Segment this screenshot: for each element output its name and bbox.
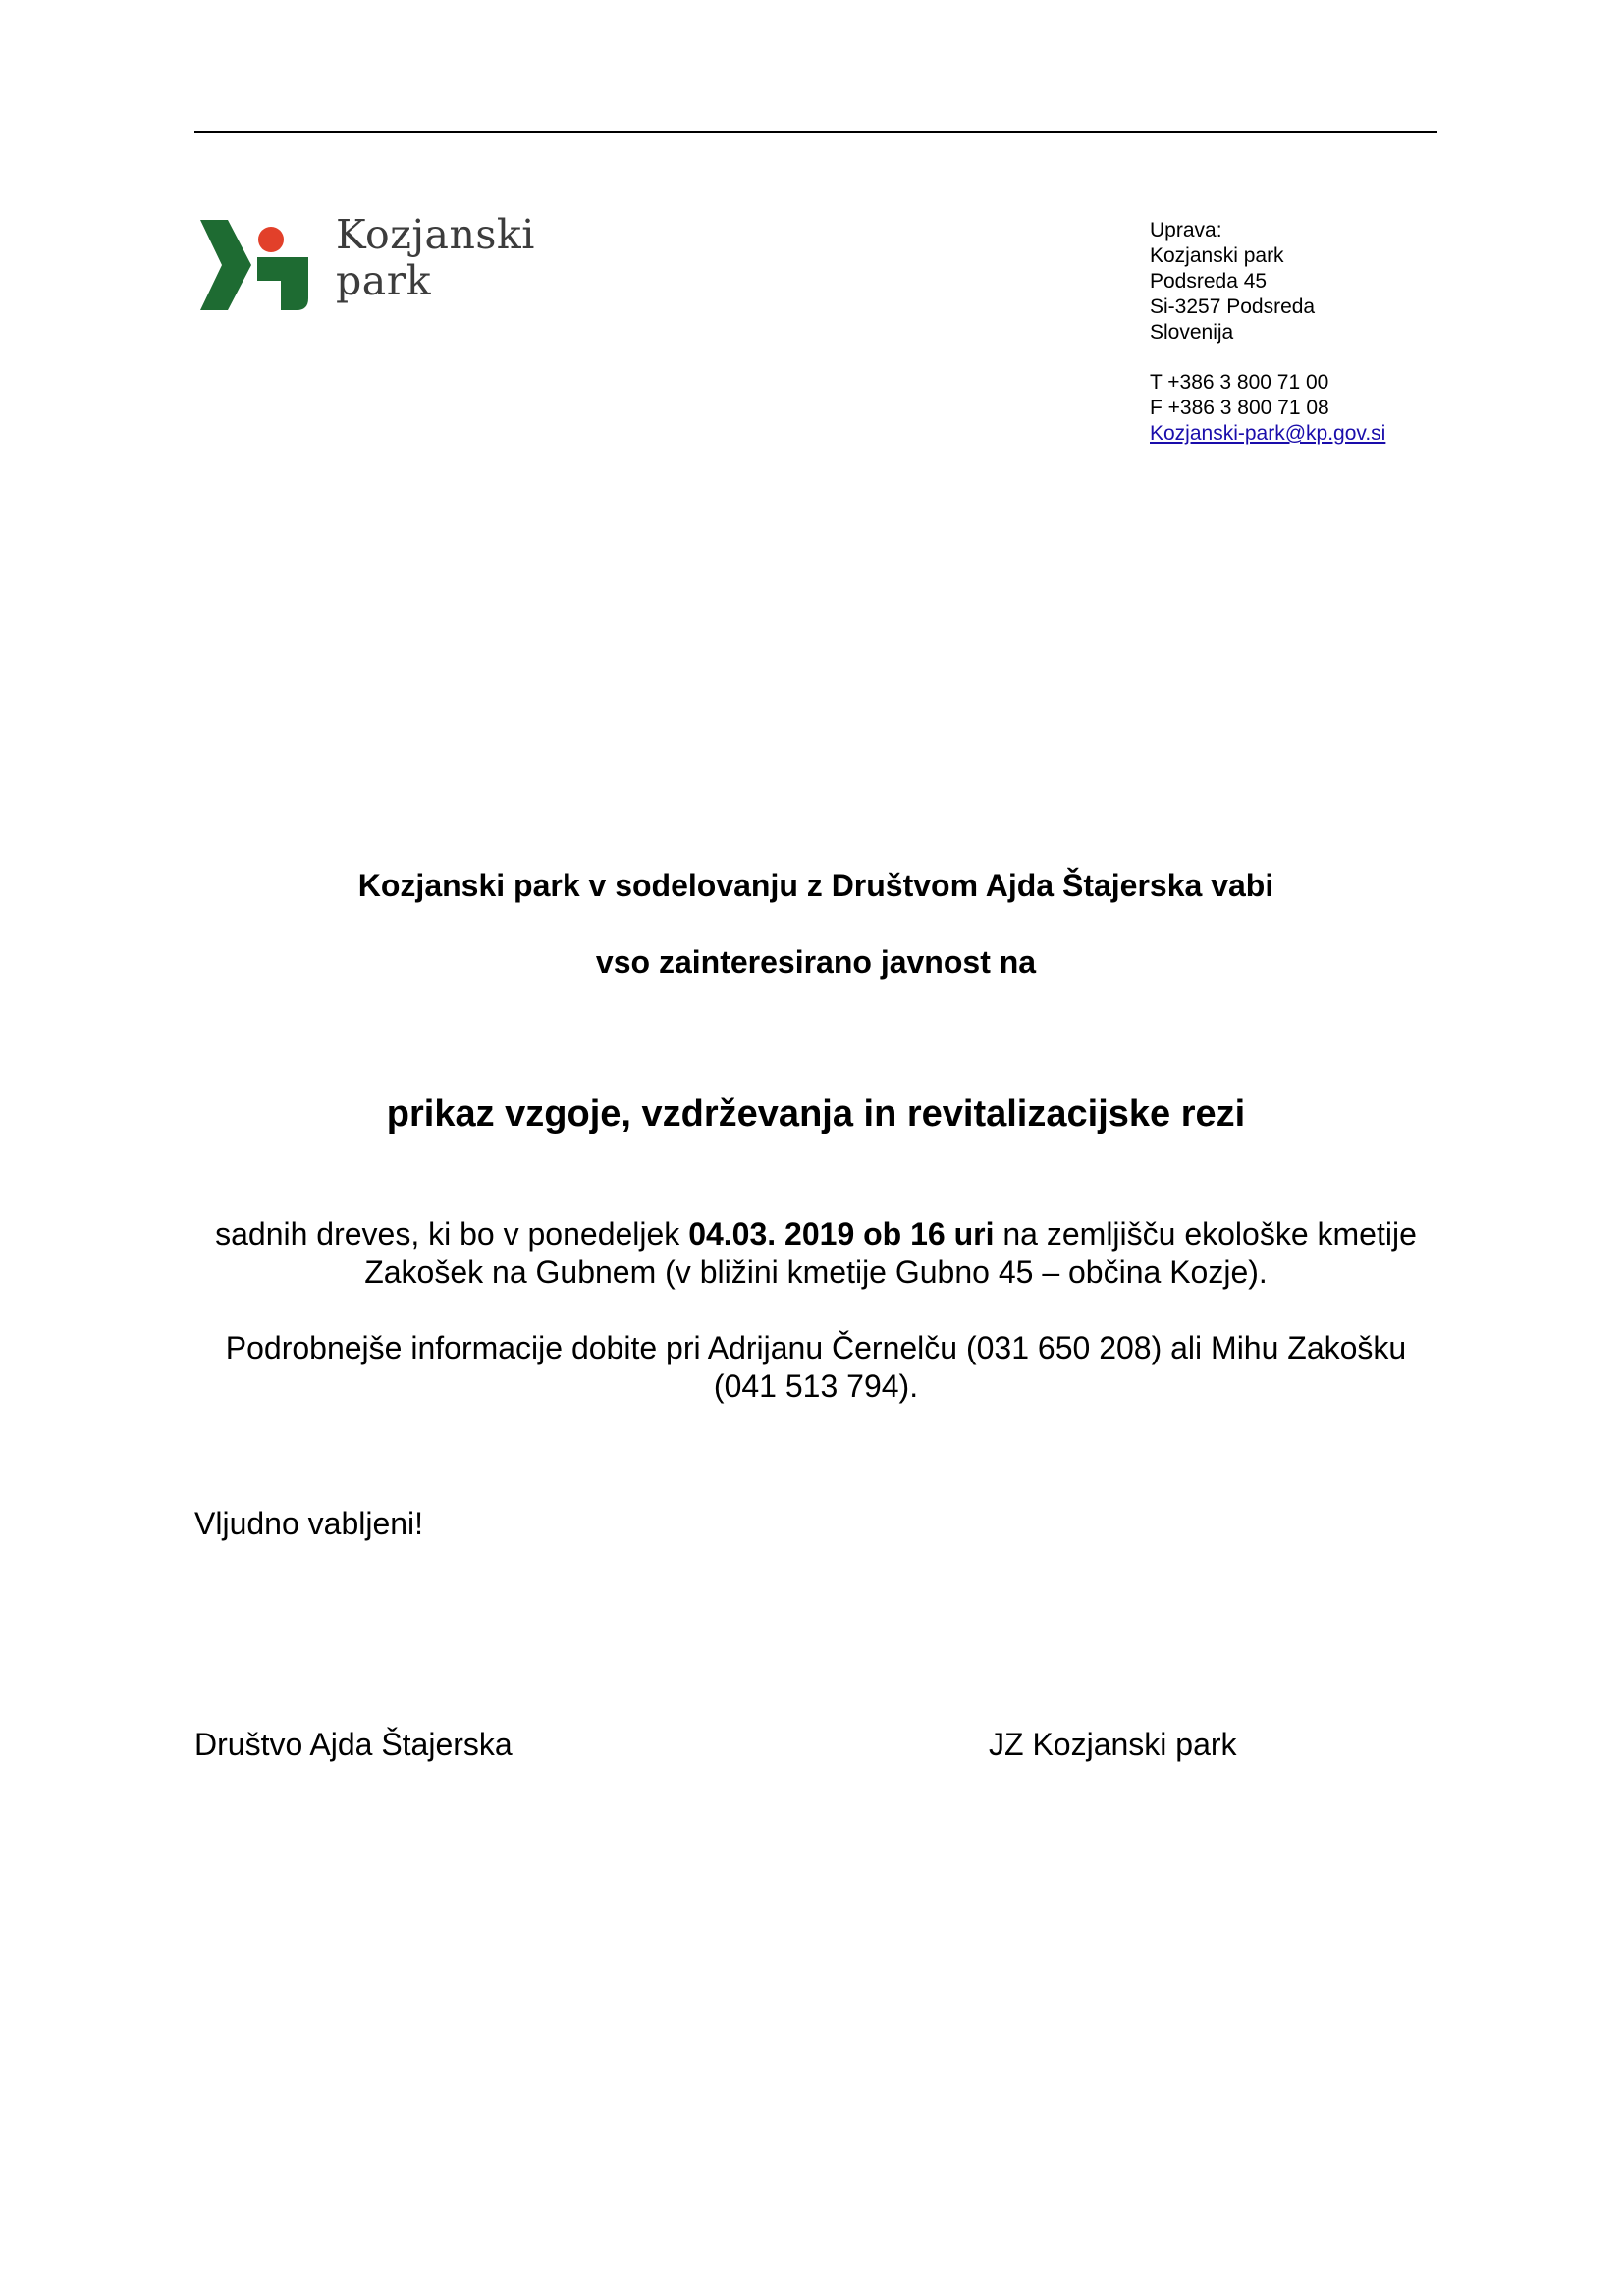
- closing-greeting: Vljudno vabljeni!: [194, 1506, 424, 1541]
- invitation-heading: Kozjanski park v sodelovanju z Društvom Ajda Štajerska vabi: [357, 868, 1274, 903]
- event-date-time: 04.03. 2019 ob 16 uri: [688, 1216, 995, 1252]
- fax-number: F +386 3 800 71 08: [1150, 397, 1329, 419]
- address-country: Slovenija: [1150, 321, 1234, 344]
- contact-info: Podrobnejše informacije dobite pri Adrijanu Černelču (031 650 208) ali Mihu Zakošku (041 513 794).: [225, 1330, 1407, 1404]
- event-details: [194, 1215, 1437, 1292]
- event-location: na zemljišču ekološke kmetije Zakošek na Gubnem (v bližini kmetije Gubno 45 – občina Kozje).: [364, 1216, 1417, 1290]
- event-details-intro: sadnih dreves, ki bo v ponedeljek: [215, 1216, 689, 1252]
- invitation-subheading: vso zainteresirano javnost na: [595, 944, 1037, 980]
- logo-line-2: park: [336, 257, 432, 304]
- kozjanski-park-logo-icon: [200, 220, 310, 312]
- organization-logo: [200, 212, 534, 320]
- logo-line-1: Kozjanski: [336, 211, 535, 258]
- event-title: prikaz vzgoje, vzdrževanja in revitalizacijske rezi: [386, 1094, 1246, 1135]
- address-street: Podsreda 45: [1150, 270, 1268, 293]
- address-postal: Si-3257 Podsreda: [1150, 295, 1316, 318]
- address-spacer: [1150, 346, 1385, 370]
- signature-left: Društvo Ajda Štajerska: [194, 1727, 513, 1762]
- email-link[interactable]: Kozjanski-park@kp.gov.si: [1150, 422, 1386, 445]
- address-block: [1150, 218, 1385, 447]
- logo-wordmark: [336, 212, 535, 304]
- top-divider: [194, 131, 1437, 133]
- phone-number: T +386 3 800 71 00: [1150, 371, 1329, 394]
- address-label: Uprava:: [1150, 219, 1222, 241]
- signature-right: JZ Kozjanski park: [989, 1727, 1237, 1762]
- address-org: Kozjanski park: [1150, 244, 1284, 267]
